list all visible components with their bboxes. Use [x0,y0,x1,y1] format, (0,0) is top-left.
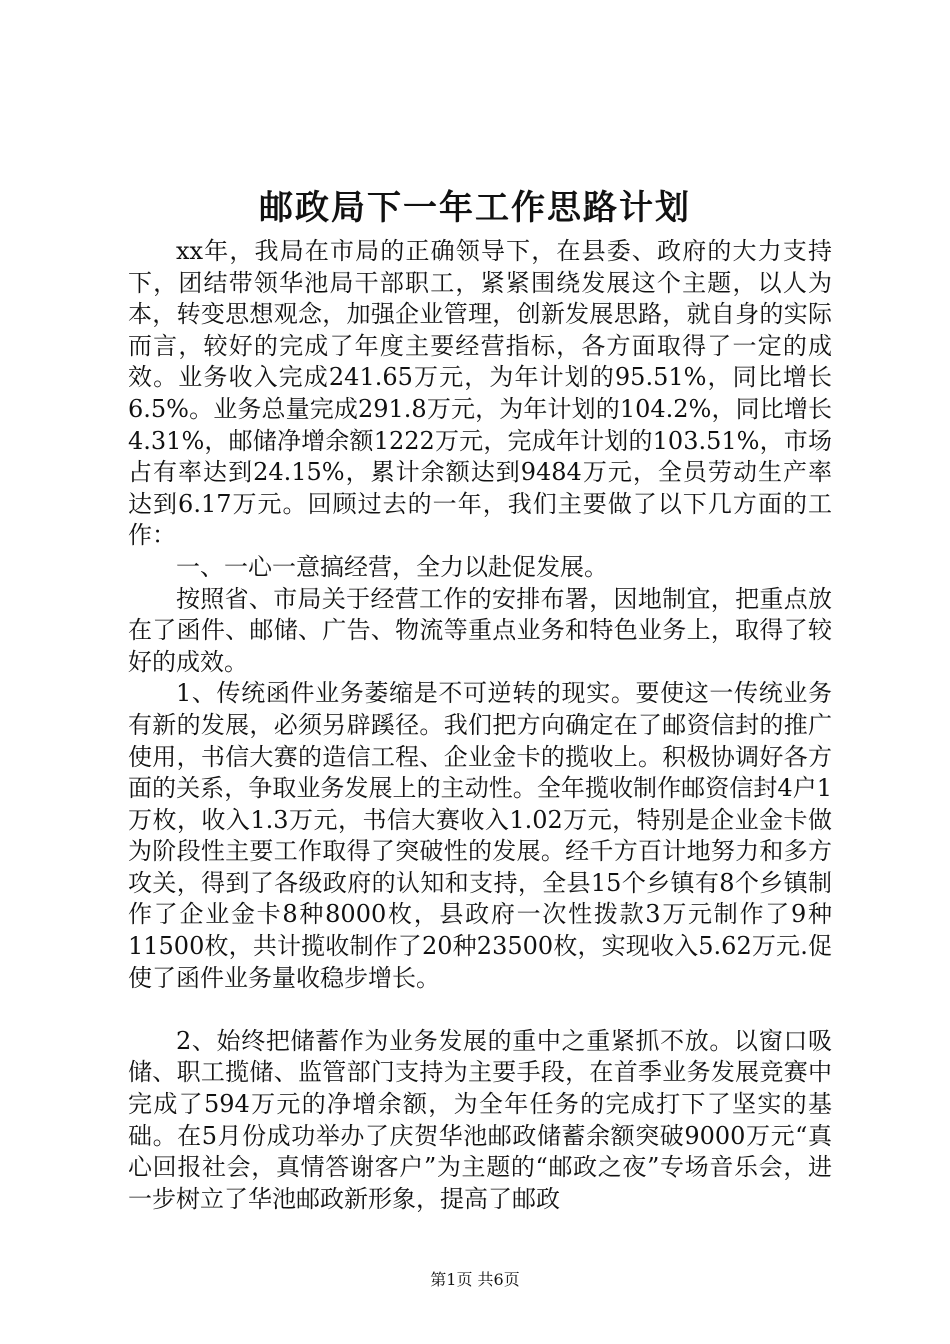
paragraph-letters-business: 1、传统函件业务萎缩是不可逆转的现实。要使这一传统业务有新的发展，必须另辟蹊径。我们把方向确定在了邮资信封的推广使用，书信大赛的造信工程、企业金卡的揽收上。积极协调好各方面的关系，争取业务发展上的主动性。全年揽收制作邮资信封4户1万枚，收入1.3万元，书信大赛收入1.02万元，特别是企业金卡做为阶段性主要工作取得了突破性的发展。经千方百计地努力和多方攻关，得到了各级政府的认知和支持，全县15个乡镇有8个乡镇制作了企业金卡8种8000枚，县政府一次性拨款3万元制作了9种11500枚，共计揽收制作了20种23500枚，实现收入5.62万元.促使了函件业务量收稳步增长。 [128,679,832,992]
paragraph-intro: xx年，我局在市局的正确领导下，在县委、政府的大力支持下，团结带领华池局干部职工，紧紧围绕发展这个主题，以人为本，转变思想观念，加强企业管理，创新发展思路，就自身的实际而言，较好的完成了年度主要经营指标，各方面取得了一定的成效。业务收入完成241.65万元，为年计划的95.51%，同比增长6.5%。业务总量完成291.8万元，为年计划的104.2%，同比增长4.31%，邮储净增余额1222万元，完成年计划的103.51%，市场占有率达到24.15%，累计余额达到9484万元，全员劳动生产率达到6.17万元。回顾过去的一年，我们主要做了以下几方面的工作： [128,237,832,550]
document-title: 邮政局下一年工作思路计划 [259,188,691,228]
section-heading-1: 一、一心一意搞经营，全力以赴促发展。 [176,552,608,581]
document-body [128,236,832,1215]
paragraph-business-focus: 按照省、市局关于经营工作的安排布署，因地制宜，把重点放在了函件、邮储、广告、物流等重点业务和特色业务上，取得了较好的成效。 [128,584,832,676]
page-number-footer: 第1页 共6页 [430,1270,520,1289]
paragraph-savings-business: 2、始终把储蓄作为业务发展的重中之重紧抓不放。以窗口吸储、职工揽储、监管部门支持为主要手段，在首季业务发展竞赛中完成了594万元的净增余额，为全年任务的完成打下了坚实的基础。在5月份成功举办了庆贺华池邮政储蓄余额突破9000万元“真心回报社会，真情答谢客户”为主题的“邮政之夜”专场音乐会，进一步树立了华池邮政新形象，提高了邮政 [128,1026,832,1213]
